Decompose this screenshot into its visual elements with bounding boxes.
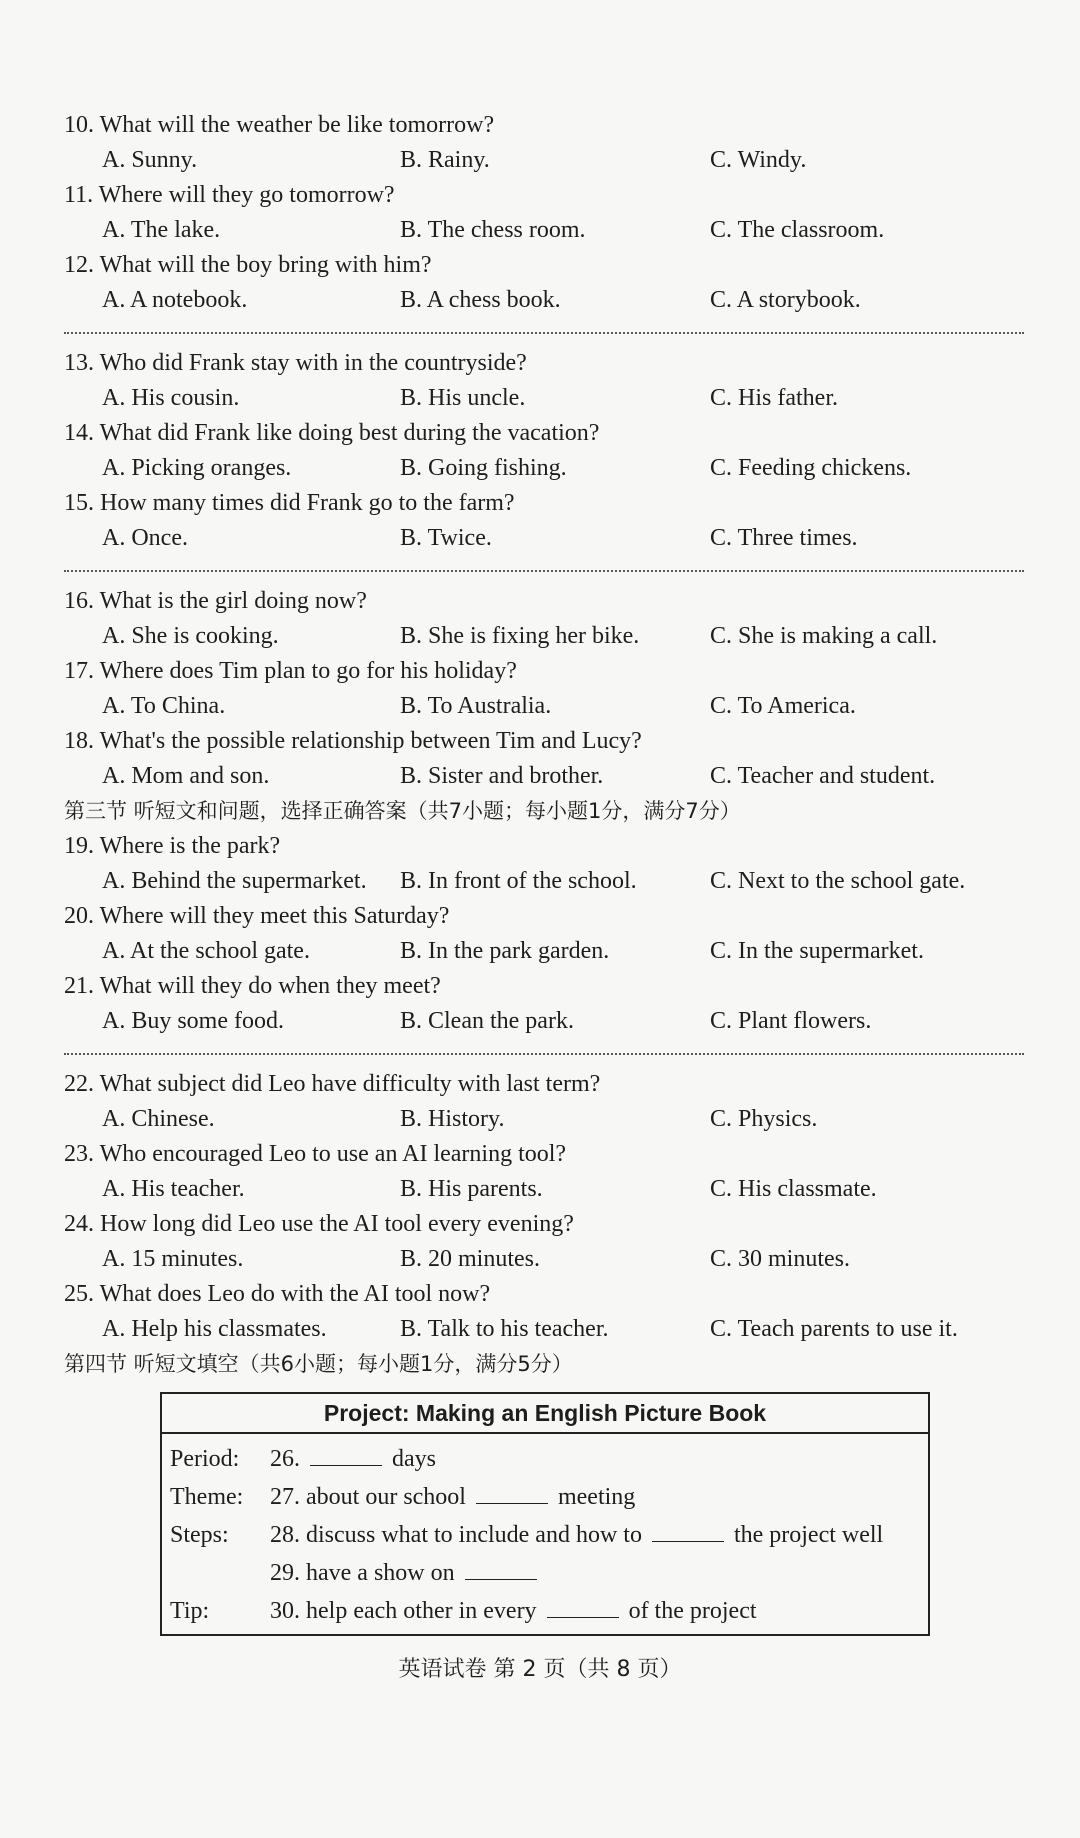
option-23-b: B. His parents. — [400, 1176, 543, 1202]
blank-27[interactable] — [476, 1481, 548, 1504]
blank-29[interactable] — [465, 1557, 537, 1580]
section-3-header: 第三节 听短文和问题，选择正确答案（共7小题；每小题1分，满分7分） — [64, 799, 741, 823]
option-22-c: C. Physics. — [710, 1106, 818, 1132]
options-10 — [64, 143, 1024, 178]
question-group-13-15 — [64, 346, 1024, 556]
theme-label: Theme: — [170, 1484, 244, 1510]
option-15-c: C. Three times. — [710, 525, 858, 551]
tip-text — [270, 1592, 757, 1630]
question-15: 15. How many times did Frank go to the farm? — [64, 490, 515, 516]
option-17-b: B. To Australia. — [400, 693, 552, 719]
options-21 — [64, 1004, 1024, 1039]
tip-label: Tip: — [170, 1598, 210, 1624]
question-23: 23. Who encouraged Leo to use an AI learning tool? — [64, 1141, 567, 1167]
option-21-c: C. Plant flowers. — [710, 1008, 872, 1034]
question-20: 20. Where will they meet this Saturday? — [64, 903, 450, 929]
options-19 — [64, 864, 1024, 899]
blank-28[interactable] — [652, 1519, 724, 1542]
blank-26[interactable] — [310, 1443, 382, 1466]
question-18: 18. What's the possible relationship between Tim and Lucy? — [64, 728, 642, 754]
period-suffix: days — [392, 1446, 436, 1472]
options-13 — [64, 381, 1024, 416]
option-15-b: B. Twice. — [400, 525, 492, 551]
option-15-a: A. Once. — [102, 525, 188, 551]
option-10-c: C. Windy. — [710, 147, 807, 173]
option-19-b: B. In front of the school. — [400, 868, 637, 894]
question-group-19-21 — [64, 829, 1024, 1039]
question-21: 21. What will they do when they meet? — [64, 973, 441, 999]
option-12-b: B. A chess book. — [400, 287, 561, 313]
theme-suffix: meeting — [557, 1484, 636, 1510]
question-group-22-25 — [64, 1067, 1024, 1347]
option-18-b: B. Sister and brother. — [400, 763, 604, 789]
option-18-c: C. Teacher and student. — [710, 763, 936, 789]
option-21-a: A. Buy some food. — [102, 1008, 284, 1034]
option-13-c: C. His father. — [710, 385, 838, 411]
option-24-c: C. 30 minutes. — [710, 1246, 851, 1272]
options-12 — [64, 283, 1024, 318]
options-14 — [64, 451, 1024, 486]
option-25-b: B. Talk to his teacher. — [400, 1316, 609, 1342]
dotted-divider — [64, 332, 1024, 334]
dotted-divider — [64, 570, 1024, 572]
question-19: 19. Where is the park? — [64, 833, 281, 859]
period-row — [170, 1440, 928, 1478]
question-22: 22. What subject did Leo have difficulty with last term? — [64, 1071, 601, 1097]
steps-row-2 — [170, 1554, 928, 1592]
option-13-a: A. His cousin. — [102, 385, 240, 411]
option-23-c: C. His classmate. — [710, 1176, 877, 1202]
question-14: 14. What did Frank like doing best during the vacation? — [64, 420, 600, 446]
options-20 — [64, 934, 1024, 969]
question-group-10-12 — [64, 108, 1024, 318]
option-21-b: B. Clean the park. — [400, 1008, 574, 1034]
theme-row — [170, 1478, 928, 1516]
option-24-b: B. 20 minutes. — [400, 1246, 541, 1272]
options-17 — [64, 689, 1024, 724]
question-16: 16. What is the girl doing now? — [64, 588, 367, 614]
options-11 — [64, 213, 1024, 248]
option-11-c: C. The classroom. — [710, 217, 885, 243]
question-10: 10. What will the weather be like tomorrow? — [64, 112, 495, 138]
option-17-a: A. To China. — [102, 693, 226, 719]
period-number: 26. — [270, 1446, 300, 1472]
option-22-b: B. History. — [400, 1106, 505, 1132]
question-25: 25. What does Leo do with the AI tool now? — [64, 1281, 491, 1307]
steps-label: Steps: — [170, 1522, 229, 1548]
option-10-b: B. Rainy. — [400, 147, 490, 173]
question-12: 12. What will the boy bring with him? — [64, 252, 432, 278]
steps-row-1 — [170, 1516, 928, 1554]
option-20-b: B. In the park garden. — [400, 938, 610, 964]
options-22 — [64, 1102, 1024, 1137]
option-12-a: A. A notebook. — [102, 287, 248, 313]
section-4-header: 第四节 听短文填空（共6小题；每小题1分，满分5分） — [64, 1352, 573, 1376]
option-16-a: A. She is cooking. — [102, 623, 279, 649]
steps-indent — [170, 1554, 270, 1592]
project-body — [162, 1434, 928, 1634]
option-14-b: B. Going fishing. — [400, 455, 567, 481]
question-13: 13. Who did Frank stay with in the countryside? — [64, 350, 527, 376]
question-24: 24. How long did Leo use the AI tool every evening? — [64, 1211, 574, 1237]
option-25-a: A. Help his classmates. — [102, 1316, 327, 1342]
steps-text-1 — [270, 1516, 883, 1554]
steps-2-prefix: 29. have a show on — [270, 1560, 455, 1586]
options-16 — [64, 619, 1024, 654]
option-11-b: B. The chess room. — [400, 217, 586, 243]
theme-text — [270, 1478, 635, 1516]
steps-1-prefix: 28. discuss what to include and how to — [270, 1522, 642, 1548]
question-17: 17. Where does Tim plan to go for his holiday? — [64, 658, 517, 684]
option-18-a: A. Mom and son. — [102, 763, 270, 789]
period-label: Period: — [170, 1446, 240, 1472]
options-23 — [64, 1172, 1024, 1207]
period-text — [270, 1440, 436, 1478]
tip-prefix: 30. help each other in every — [270, 1598, 537, 1624]
option-20-c: C. In the supermarket. — [710, 938, 924, 964]
option-16-c: C. She is making a call. — [710, 623, 938, 649]
option-19-a: A. Behind the supermarket. — [102, 868, 367, 894]
option-14-a: A. Picking oranges. — [102, 455, 292, 481]
question-group-16-18 — [64, 584, 1024, 794]
exam-content — [64, 108, 1024, 1636]
tip-row — [170, 1592, 928, 1630]
steps-1-suffix: the project well — [733, 1522, 884, 1548]
theme-prefix: 27. about our school — [270, 1484, 466, 1510]
project-table — [160, 1392, 930, 1636]
option-13-b: B. His uncle. — [400, 385, 526, 411]
option-14-c: C. Feeding chickens. — [710, 455, 912, 481]
option-19-c: C. Next to the school gate. — [710, 868, 966, 894]
option-12-c: C. A storybook. — [710, 287, 861, 313]
option-10-a: A. Sunny. — [102, 147, 198, 173]
option-25-c: C. Teach parents to use it. — [710, 1316, 958, 1342]
tip-suffix: of the project — [628, 1598, 757, 1624]
page-footer: 英语试卷 第 2 页（共 8 页） — [398, 1657, 682, 1682]
options-25 — [64, 1312, 1024, 1347]
dotted-divider — [64, 1053, 1024, 1055]
options-15 — [64, 521, 1024, 556]
option-23-a: A. His teacher. — [102, 1176, 245, 1202]
options-18 — [64, 759, 1024, 794]
blank-30[interactable] — [547, 1595, 619, 1618]
option-11-a: A. The lake. — [102, 217, 221, 243]
option-22-a: A. Chinese. — [102, 1106, 215, 1132]
option-24-a: A. 15 minutes. — [102, 1246, 244, 1272]
option-20-a: A. At the school gate. — [102, 938, 310, 964]
project-title: Project: Making an English Picture Book — [162, 1394, 928, 1434]
options-24 — [64, 1242, 1024, 1277]
option-16-b: B. She is fixing her bike. — [400, 623, 640, 649]
question-11: 11. Where will they go tomorrow? — [64, 182, 395, 208]
option-17-c: C. To America. — [710, 693, 856, 719]
steps-text-2 — [270, 1554, 541, 1592]
